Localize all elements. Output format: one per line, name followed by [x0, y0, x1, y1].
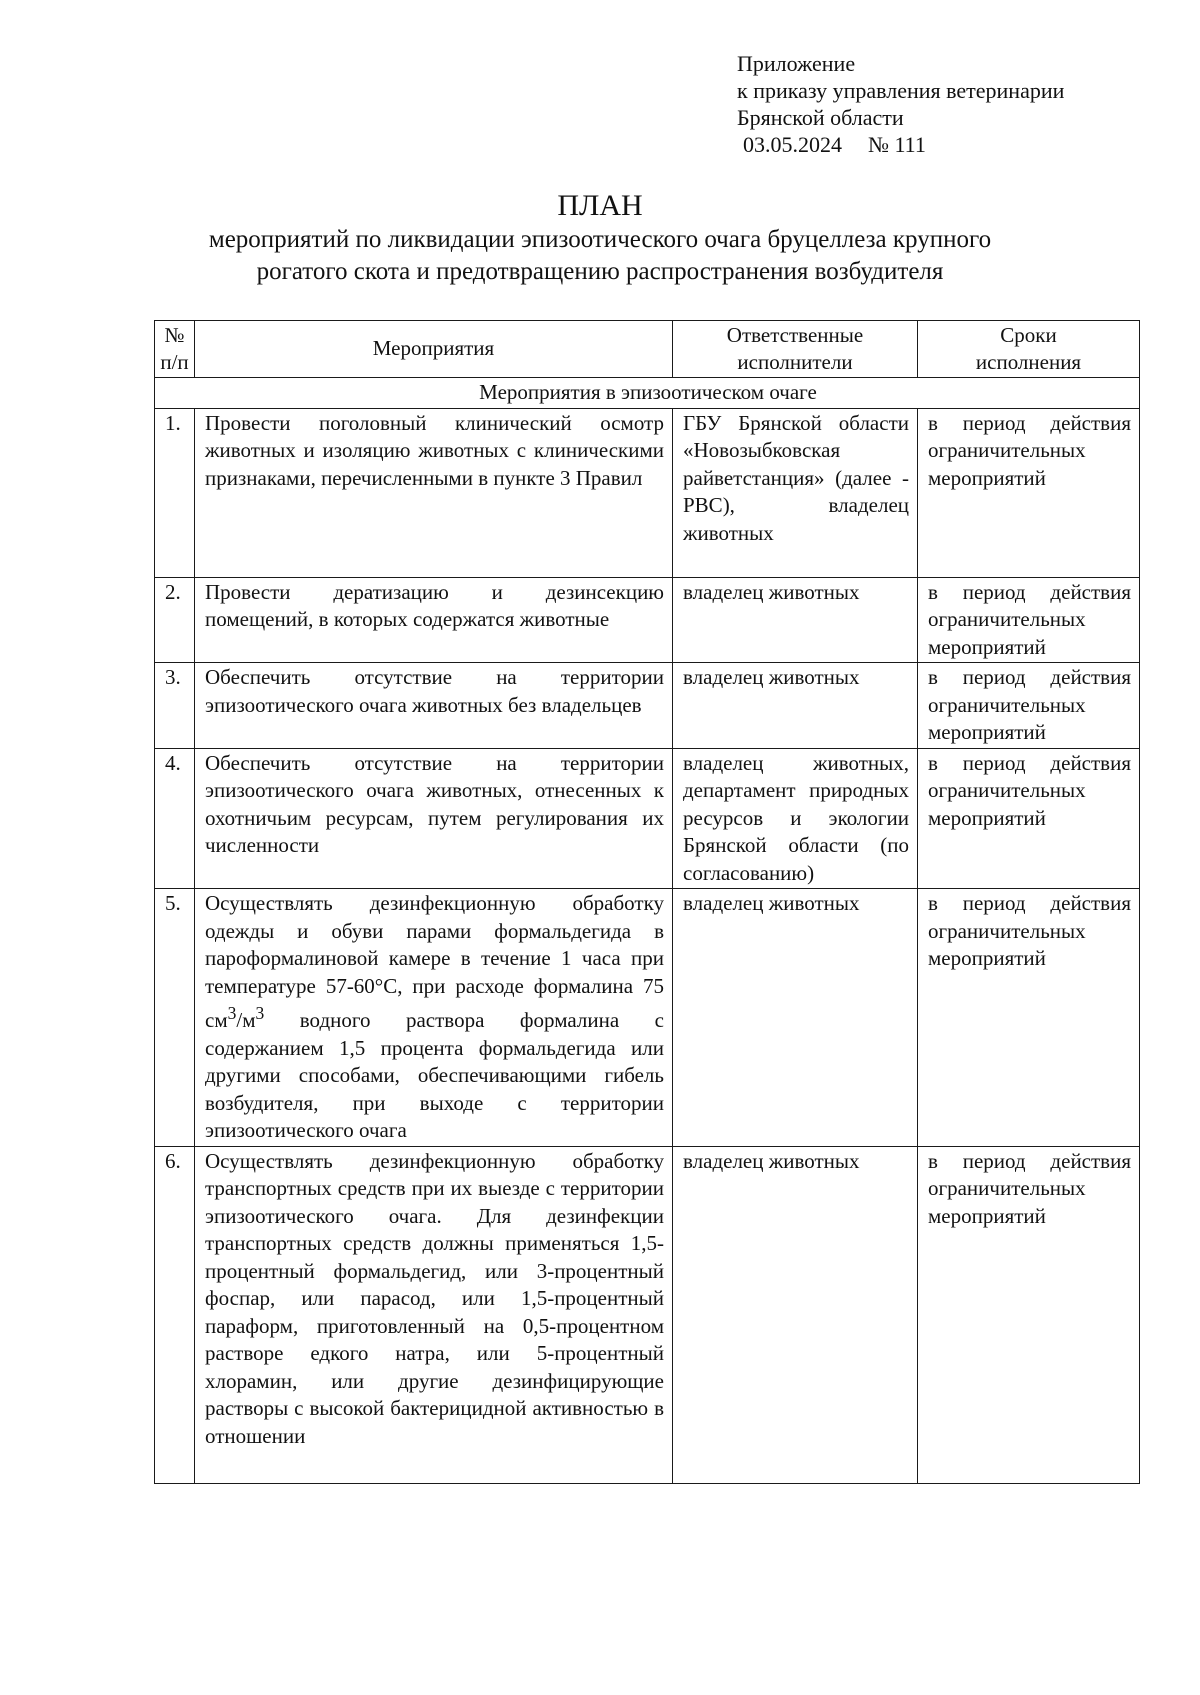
row-responsible: владелец животных: [673, 577, 918, 663]
row-term: в период действия ограничительных мероприятий: [918, 408, 1140, 577]
section-title: Мероприятия в эпизоотическом очаге: [155, 378, 1140, 409]
row-number: 4.: [155, 748, 195, 889]
row-activity: Осуществлять дезинфекционную обработку одежды и обуви парами формальдегида в пароформалиновой камере в течение 1 часа при температуре 57-60°С, при расходе формалина 75 $см^3/м^3$ водного раствора формалина с содержанием 1,5 процента формальдегида или другими способами, обеспечивающими гибель возбудителя, при выходе с территории эпизоотического очага: [195, 889, 673, 1147]
row-activity: Провести дератизацию и дезинсекцию помещений, в которых содержатся животные: [195, 577, 673, 663]
row-activity: Осуществлять дезинфекционную обработку транспортных средств при их выезде с территории эпизоотического очага. Для дезинфекции транспортных средств должны применяться 1,5-процентный формальдегид, или 3-процентный фоспар, или парасод, или 1,5-процентный параформ, приготовленный на 0,5-процентном растворе едкого натра, или 5-процентный хлорамин, или другие дезинфицирующие растворы с высокой бактерицидной активностью в отношении: [195, 1146, 673, 1483]
plan-table: [154, 320, 1140, 1484]
row-number: 3.: [155, 663, 195, 749]
document-title: [130, 188, 1070, 288]
row-responsible: владелец животных: [673, 889, 918, 1147]
appendix-label: Приложение: [737, 51, 856, 76]
header-activity: Мероприятия: [195, 321, 673, 378]
page-title: ПЛАН: [557, 189, 643, 222]
order-number: 111: [894, 132, 926, 157]
table-row: [155, 577, 1140, 663]
row-responsible: владелец животных, департамент природных ресурсов и экологии Брянской области (по согласованию): [673, 748, 918, 889]
order-date-line: [737, 131, 1064, 158]
header-responsible: Ответственные исполнители: [673, 321, 918, 378]
section-row: [155, 378, 1140, 409]
region-name: Брянской области: [737, 105, 904, 130]
row-term: в период действия ограничительных мероприятий: [918, 577, 1140, 663]
row-activity: Провести поголовный клинический осмотр животных и изоляцию животных с клиническими признаками, перечисленными в пункте 3 Правил: [195, 408, 673, 577]
row-responsible: владелец животных: [673, 1146, 918, 1483]
table-row: [155, 663, 1140, 749]
row-term: в период действия ограничительных мероприятий: [918, 663, 1140, 749]
table-row: [155, 889, 1140, 1147]
header-term: Сроки исполнения: [918, 321, 1140, 378]
order-reference: к приказу управления ветеринарии: [737, 78, 1065, 103]
row-number: 6.: [155, 1146, 195, 1483]
appendix-header: [737, 50, 1064, 158]
order-date: 03.05.2024: [743, 132, 842, 157]
row-activity: Обеспечить отсутствие на территории эпизоотического очага животных без владельцев: [195, 663, 673, 749]
table-header-row: [155, 321, 1140, 378]
order-number-label: №: [868, 132, 889, 157]
table-row: [155, 1146, 1140, 1483]
header-num: № п/п: [155, 321, 195, 378]
row-activity: Обеспечить отсутствие на территории эпизоотического очага животных, отнесенных к охотничьим ресурсам, путем регулирования их численности: [195, 748, 673, 889]
title-subtitle-line1: мероприятий по ликвидации эпизоотического очага бруцеллеза крупного: [208, 226, 992, 253]
row-responsible: владелец животных: [673, 663, 918, 749]
row-term: в период действия ограничительных мероприятий: [918, 1146, 1140, 1483]
row-number: 5.: [155, 889, 195, 1147]
table-row: [155, 408, 1140, 577]
row-responsible: ГБУ Брянской области «Новозыбковская райветстанция» (далее - РВС), владелец животных: [673, 408, 918, 577]
table-row: [155, 748, 1140, 889]
title-subtitle-line2: рогатого скота и предотвращению распространения возбудителя: [256, 258, 944, 285]
row-term: в период действия ограничительных мероприятий: [918, 748, 1140, 889]
row-term: в период действия ограничительных мероприятий: [918, 889, 1140, 1147]
row-number: 2.: [155, 577, 195, 663]
row-number: 1.: [155, 408, 195, 577]
